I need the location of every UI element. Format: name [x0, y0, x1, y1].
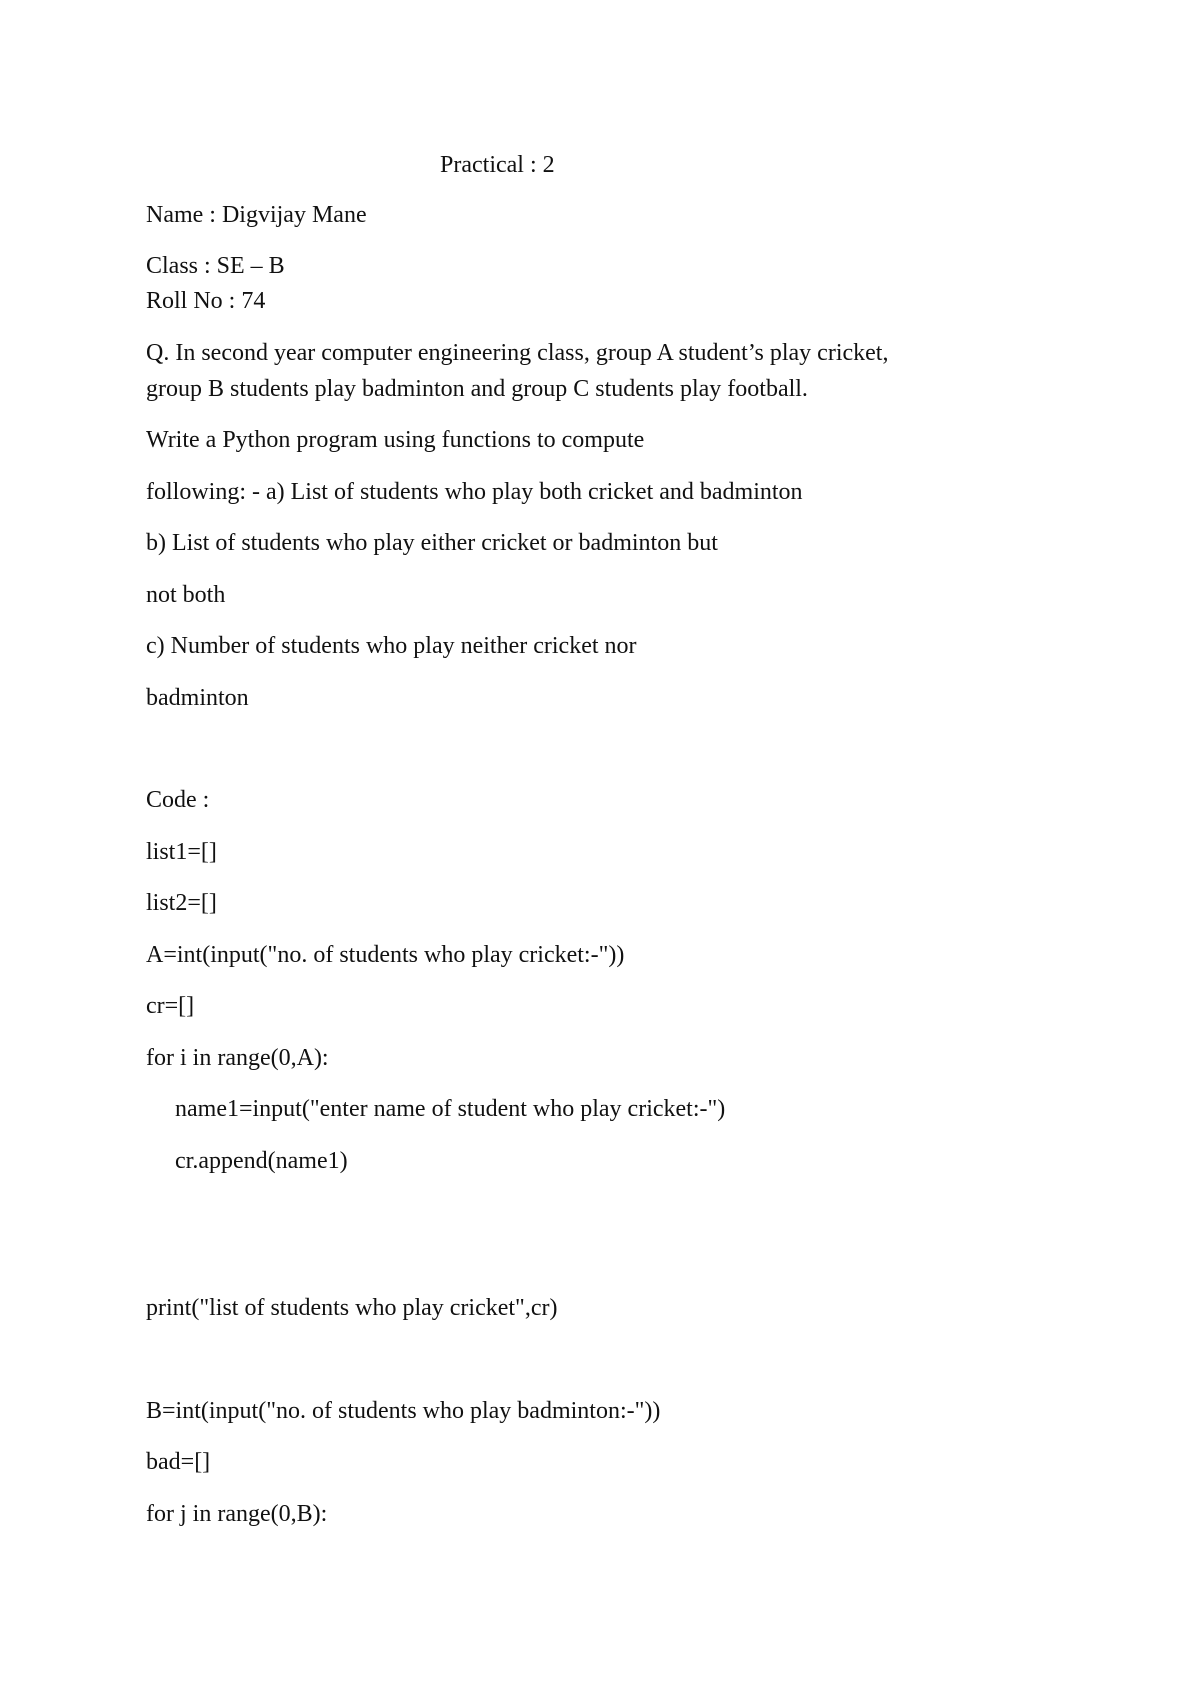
code-line: for i in range(0,A): [146, 1045, 329, 1071]
question-line: Q. In second year computer engineering class, group A student’s play cricket, [146, 340, 889, 366]
student-name: Name : Digvijay Mane [146, 202, 367, 228]
question-line: b) List of students who play either cricket or badminton but [146, 530, 718, 556]
code-line: cr=[] [146, 993, 195, 1019]
code-line: cr.append(name1) [175, 1148, 348, 1174]
code-line: print("list of students who play cricket",cr) [146, 1295, 558, 1321]
code-label: Code : [146, 787, 210, 813]
student-class: Class : SE – B [146, 253, 285, 279]
question-line: badminton [146, 685, 249, 711]
code-line: name1=input("enter name of student who play cricket:-") [175, 1096, 726, 1122]
code-line: A=int(input("no. of students who play cricket:-")) [146, 942, 625, 968]
code-line: for j in range(0,B): [146, 1501, 328, 1527]
code-line: bad=[] [146, 1449, 211, 1475]
code-line: list2=[] [146, 890, 217, 916]
question-line: following: - a) List of students who play both cricket and badminton [146, 479, 803, 505]
question-line: group B students play badminton and group C students play football. [146, 376, 808, 402]
practical-title: Practical : 2 [440, 152, 555, 178]
question-line: Write a Python program using functions to compute [146, 427, 645, 453]
code-line: B=int(input("no. of students who play badminton:-")) [146, 1398, 661, 1424]
code-line: list1=[] [146, 839, 217, 865]
question-line: not both [146, 582, 226, 608]
student-roll: Roll No : 74 [146, 288, 266, 314]
question-line: c) Number of students who play neither cricket nor [146, 633, 637, 659]
